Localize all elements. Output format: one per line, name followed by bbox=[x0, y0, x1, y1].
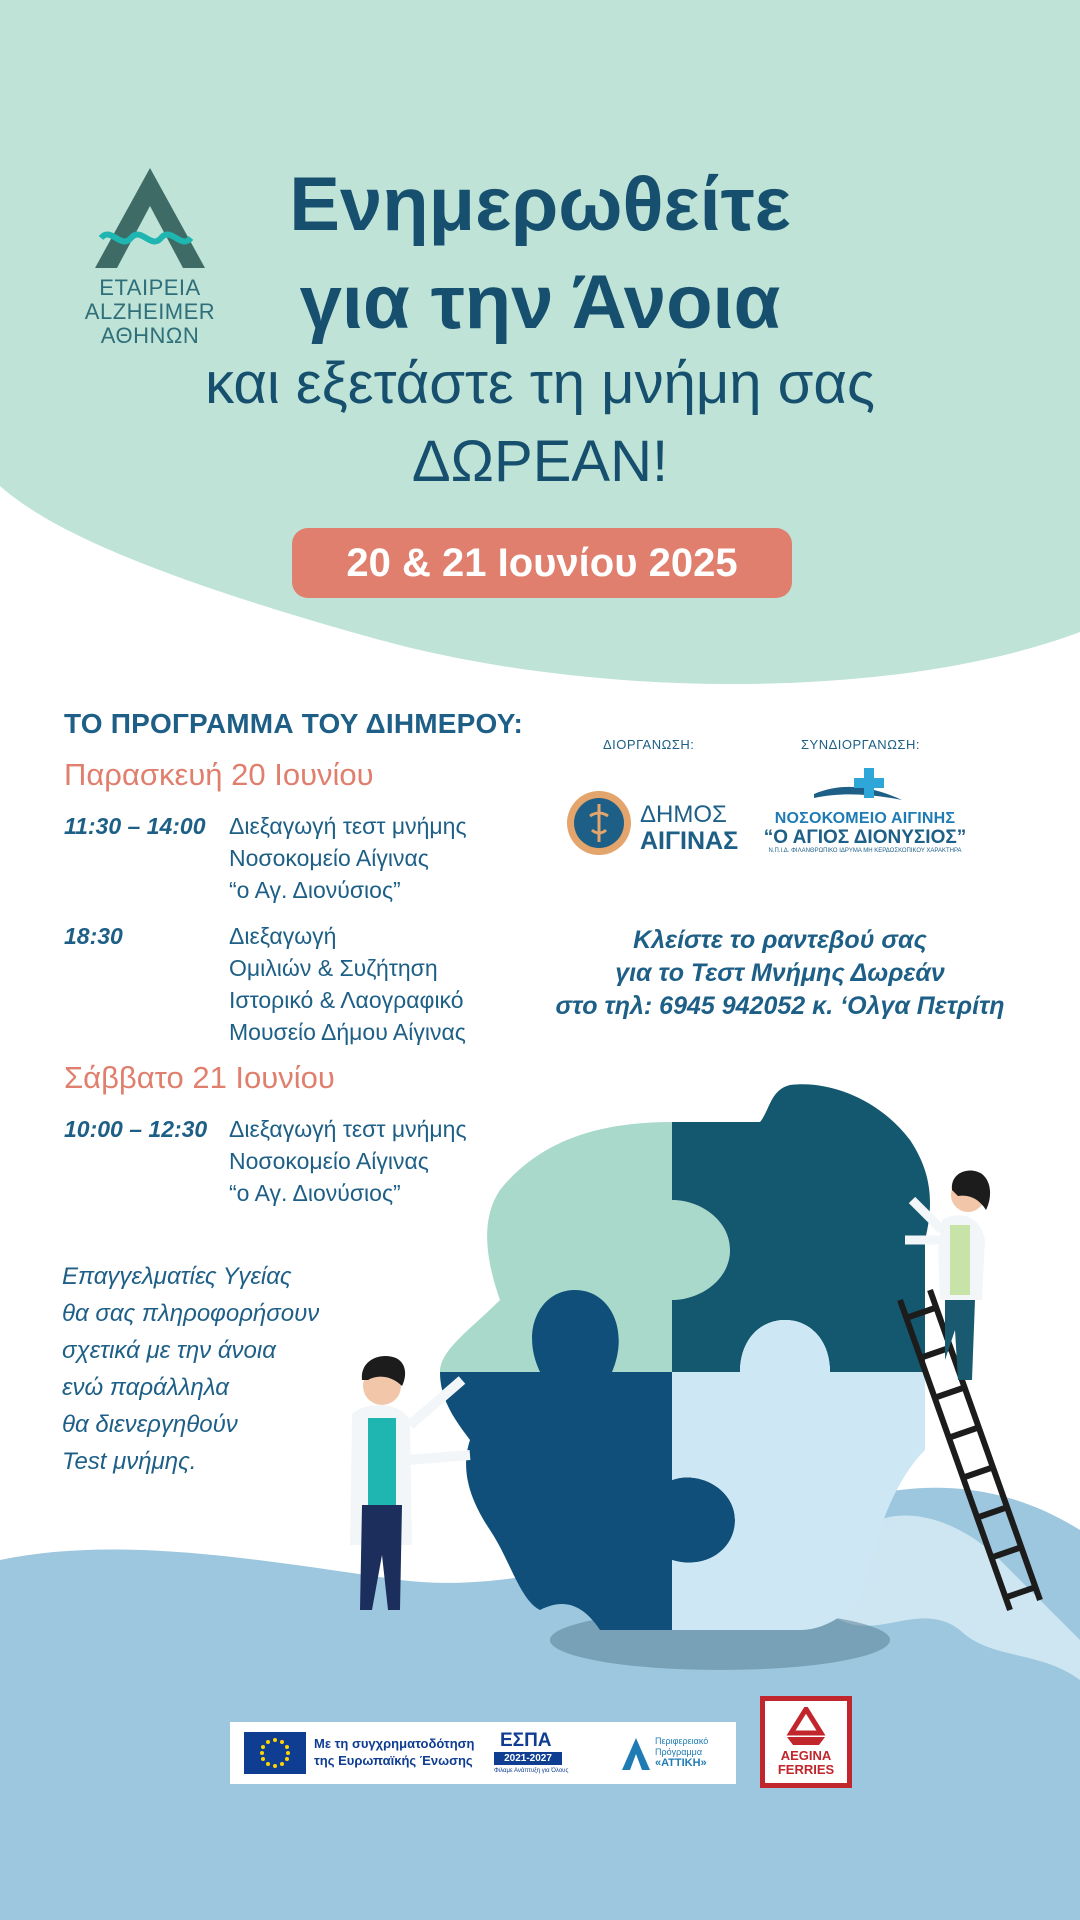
dimos-aiginas-emblem-icon bbox=[566, 790, 632, 856]
hospital-subname: “Ο ΑΓΙΟΣ ΔΙΟΝΥΣΙΟΣ” bbox=[763, 827, 967, 848]
free-label: ΔΩΡΕΑΝ! bbox=[411, 429, 669, 494]
funding-line2: της Ευρωπαϊκής Ένωσης bbox=[314, 1753, 473, 1768]
attiki-program-label bbox=[655, 1736, 735, 1769]
program-heading: ΤΟ ΠΡΟΓΡΑΜΜΑ ΤΟΥ ΔΙΗΜΕΡΟΥ: bbox=[64, 708, 524, 739]
booking-line1: Κλείστε το ραντεβού σας bbox=[633, 926, 927, 954]
hospital-legal-status: Ν.Π.Ι.Δ. ΦΙΛΑΝΘΡΩΠΙΚΟ ΙΔΡΥΜΑ ΜΗ ΚΕΡΔΟΣΚΟΠΙΚΟΥ ΧΑΡΑΚΤΗΡΑ bbox=[768, 848, 962, 854]
event-line: Διεξαγωγή τεστ μνήμης bbox=[229, 1116, 467, 1142]
event-description bbox=[229, 1113, 559, 1209]
day1-label: Παρασκευή 20 Ιουνίου bbox=[64, 757, 374, 792]
day2-label: Σάββατο 21 Ιουνίου bbox=[64, 1060, 335, 1095]
event-line: Νοσοκομείο Αίγινας bbox=[229, 845, 429, 871]
dimos-line2: ΑΙΓΙΝΑΣ bbox=[640, 827, 739, 855]
dimos-line1: ΔΗΜΟΣ bbox=[640, 801, 727, 828]
hospital-name: ΝΟΣΟΚΟΜΕΙΟ ΑΙΓΙΝΗΣ bbox=[774, 810, 956, 827]
note-line: θα σας πληροφορήσουν bbox=[62, 1300, 320, 1327]
attiki-line1: Περιφερειακό bbox=[655, 1736, 709, 1746]
alzheimer-society-name bbox=[40, 276, 260, 348]
note-line: σχετικά με την άνοια bbox=[62, 1337, 276, 1364]
ferry-ship-icon bbox=[785, 1707, 827, 1747]
health-professionals-note bbox=[62, 1258, 402, 1480]
attiki-line3: «ΑΤΤΙΚΗ» bbox=[655, 1757, 707, 1769]
event-time: 11:30 – 14:00 bbox=[64, 813, 206, 839]
espa-logo: ΕΣΠΑ bbox=[500, 1730, 552, 1751]
note-line: ενώ παράλληλα bbox=[62, 1374, 229, 1401]
event-description bbox=[229, 920, 559, 1048]
event-time: 10:00 – 12:30 bbox=[64, 1116, 208, 1142]
ferries-line2: FERRIES bbox=[777, 1762, 835, 1777]
eu-funding-text bbox=[314, 1735, 494, 1769]
espa-tagline: Φιλαμε Ανάπτυξη για Όλους bbox=[494, 1768, 569, 1774]
coorganizer-label: ΣΥΝΔΙΟΡΓΑΝΩΣΗ: bbox=[801, 737, 920, 752]
booking-phone: στο τηλ: 6945 942052 κ. ‘Ολγα Πετρίτη bbox=[555, 992, 1005, 1020]
funding-line1: Με τη συγχρηματοδότηση bbox=[314, 1736, 475, 1751]
dimos-aiginas-name bbox=[640, 802, 738, 854]
event-line: “ο Αγ. Διονύσιος” bbox=[229, 1180, 401, 1206]
event-dates-badge: 20 & 21 Ιουνίου 2025 bbox=[292, 528, 792, 598]
note-line: Test μνήμης. bbox=[62, 1448, 197, 1475]
ferries-line1: AEGINA bbox=[780, 1748, 832, 1763]
event-line: Νοσοκομείο Αίγινας bbox=[229, 1148, 429, 1174]
event-description bbox=[229, 810, 559, 906]
subtitle: και εξετάστε τη μνήμη σας bbox=[205, 351, 875, 416]
org-name-line1: ΕΤΑΙΡΕΙΑ ALZHEIMER bbox=[84, 275, 216, 324]
event-line: Ομιλιών & Συζήτηση bbox=[229, 955, 438, 981]
hospital-cross-logo-icon bbox=[812, 764, 932, 810]
attiki-line2: Πρόγραμμα bbox=[655, 1747, 703, 1757]
booking-info bbox=[545, 924, 1015, 1023]
event-line: Μουσείο Δήμου Αίγινας bbox=[229, 1019, 466, 1045]
event-time: 18:30 bbox=[64, 923, 123, 949]
eu-flag-icon bbox=[244, 1732, 306, 1774]
headline-line1: Ενημερωθείτε bbox=[289, 162, 791, 247]
event-line: “ο Αγ. Διονύσιος” bbox=[229, 877, 401, 903]
note-line: Επαγγελματίες Υγείας bbox=[62, 1263, 292, 1290]
funding-banner bbox=[230, 1722, 736, 1784]
ferries-name bbox=[765, 1749, 847, 1777]
organizer-label: ΔΙΟΡΓΑΝΩΣΗ: bbox=[603, 737, 695, 752]
espa-years: 2021-2027 bbox=[494, 1752, 562, 1765]
org-name-line2: ΑΘΗΝΩΝ bbox=[100, 323, 200, 348]
event-line: Ιστορικό & Λαογραφικό bbox=[229, 987, 464, 1013]
booking-line2: για το Τεστ Μνήμης Δωρεάν bbox=[615, 959, 945, 987]
aegina-ferries-logo bbox=[760, 1696, 852, 1788]
event-line: Διεξαγωγή bbox=[229, 923, 337, 949]
note-line: θα διενεργηθούν bbox=[62, 1411, 238, 1438]
attiki-logo-icon bbox=[620, 1736, 652, 1772]
alzheimer-logo-icon bbox=[95, 168, 205, 272]
event-line: Διεξαγωγή τεστ μνήμης bbox=[229, 813, 467, 839]
headline-line2: για την Άνοια bbox=[299, 260, 781, 345]
